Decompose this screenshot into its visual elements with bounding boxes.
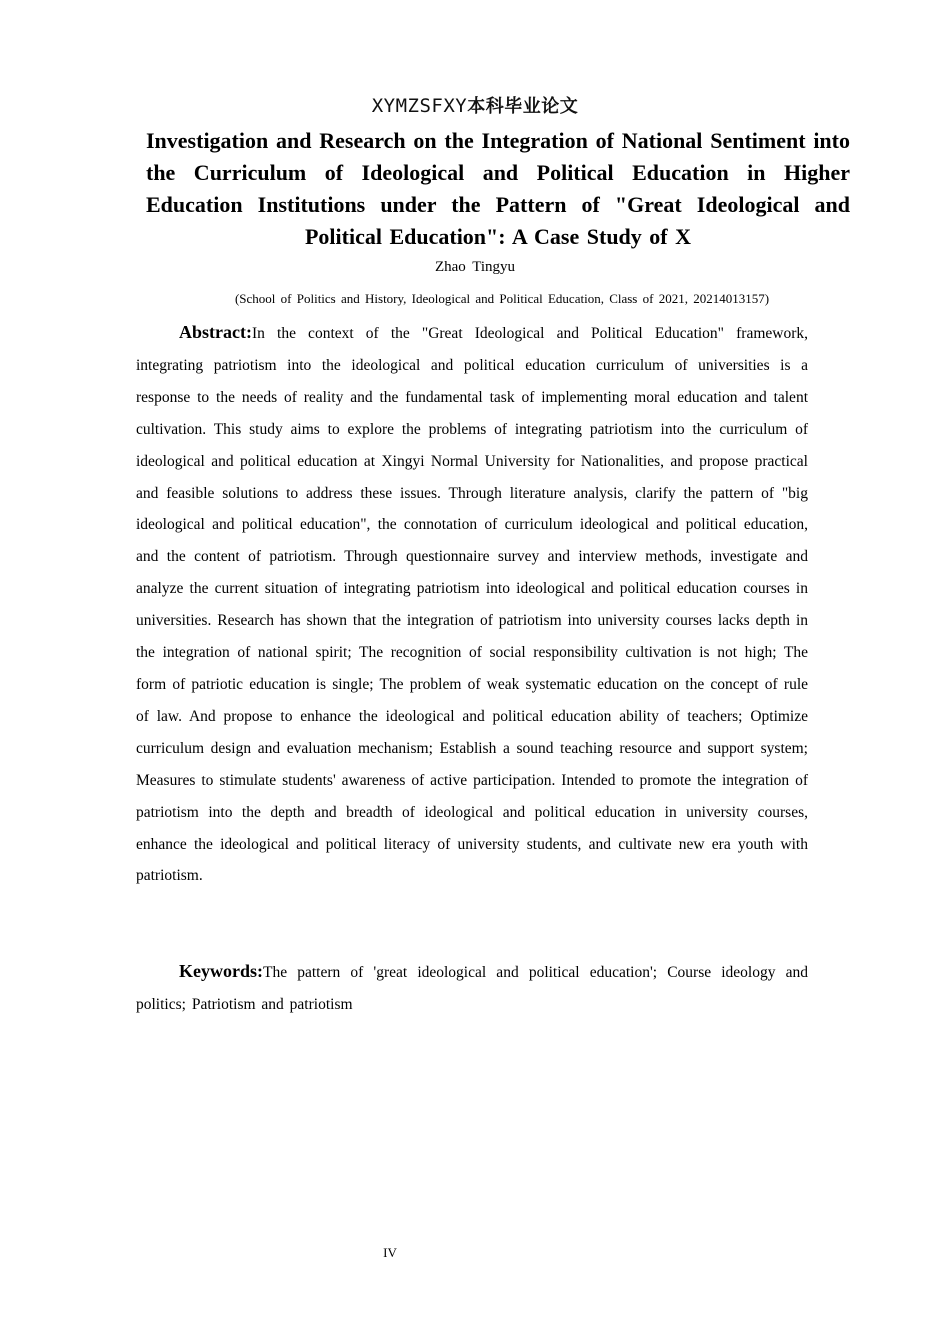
abstract-text: In the context of the "Great Ideological and Political Education" framework, integrating patriotism into the ideological and political education curriculum of universities is a response to the needs of reality and the fundamental task of implementing moral education and talent cultivation. This study aims to explore the problems of integrating patriotism into the curriculum of ideological and political education at Xingyi Normal University for Nationalities, and propose practical and feasible solutions to address these issues. Through literature analysis, clarify the pattern of "big ideological and political education", the connotation of curriculum ideological and political education, and the content of patriotism. Through questionnaire survey and interview methods, investigate and analyze the current situation of integrating patriotism into ideological and political education courses in universities. Research has shown that the integration of patriotism into university courses lacks depth in the integration of national spirit; The recognition of social responsibility cultivation is not high; The form of patriotic education is single; The problem of weak systematic education on the concept of rule of law. And propose to enhance the ideological and political education ability of teachers; Optimize curriculum design and evaluation mechanism; Establish a sound teaching resource and support system; Measures to stimulate students' awareness of active participation. Intended to promote the integration of patriotism into the depth and breadth of ideological and political education in university courses, enhance the ideological and political literacy of university students, and cultivate new era youth with patriotism. bbox=[136, 325, 808, 885]
page-number: IV bbox=[383, 1245, 397, 1260]
author-name: Zhao Tingyu bbox=[434, 259, 516, 275]
abstract-paragraph bbox=[136, 317, 808, 892]
thesis-header bbox=[0, 92, 950, 118]
keywords-paragraph bbox=[136, 956, 808, 1020]
paper-title: Investigation and Research on the Integration of National Sentiment into the Curriculum of Ideological and Political Education in Higher Education Institutions under the Pattern of "Great Ideological and Political Education": A Case Study of X bbox=[146, 128, 850, 249]
school-code: XYMZSFXY bbox=[371, 95, 468, 117]
abstract-label: Abstract: bbox=[179, 322, 252, 342]
keywords-text: The pattern of 'great ideological and political education'; Course ideology and politics; Patriotism and patriotism bbox=[136, 964, 808, 1013]
keywords-label: Keywords: bbox=[179, 961, 263, 981]
thesis-type-label: 本科毕业论文 bbox=[467, 96, 579, 117]
author-affiliation: (School of Politics and History, Ideological and Political Education, Class of 2021, 20214013157) bbox=[234, 291, 770, 306]
